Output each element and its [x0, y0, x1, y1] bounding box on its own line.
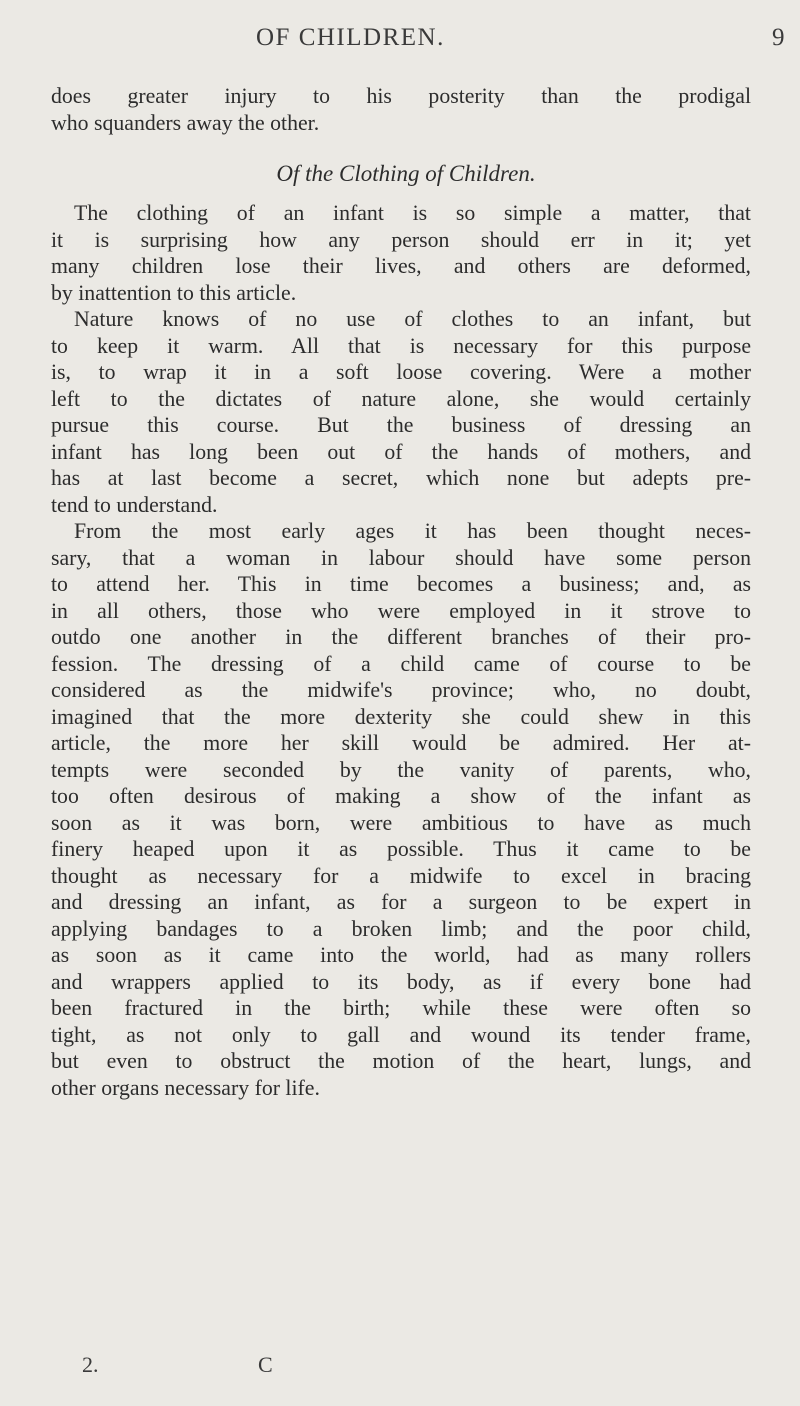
running-head	[60, 24, 800, 60]
page-number: 9	[772, 24, 786, 51]
text-line: in all others, those who were employed in it strove to	[51, 598, 751, 623]
signature-letter: C	[258, 1352, 273, 1377]
text-line: tight, as not only to gall and wound its tender frame,	[51, 1022, 751, 1047]
text-line: infant has long been out of the hands of mothers, and	[51, 439, 751, 464]
signature-mark	[82, 1352, 482, 1382]
text-line: tend to understand.	[51, 492, 218, 517]
text-line: The clothing of an infant is so simple a matter, that	[74, 201, 751, 225]
running-title: OF CHILDREN.	[256, 24, 445, 51]
text-line: tempts were seconded by the vanity of parents, who,	[51, 757, 751, 782]
body-text	[51, 83, 751, 1101]
text-line: fession. The dressing of a child came of course to be	[51, 651, 751, 676]
text-line: thought as necessary for a midwife to excel in bracing	[51, 863, 751, 888]
text-line: soon as it was born, were ambitious to have as much	[51, 810, 751, 835]
section-heading: Of the Clothing of Children.	[276, 161, 536, 186]
text-line: left to the dictates of nature alone, she would certainly	[51, 386, 751, 411]
text-line: applying bandages to a broken limb; and the poor child,	[51, 916, 751, 941]
text-line: outdo one another in the different branches of their pro-	[51, 625, 751, 649]
text-line: many children lose their lives, and others are deformed,	[51, 254, 751, 278]
text-line: From the most early ages it has been thought neces-	[74, 519, 751, 543]
text-line: does greater injury to his posterity than the prodigal	[51, 84, 751, 108]
text-line: sary, that a woman in labour should have some person	[51, 545, 751, 570]
text-line: Nature knows of no use of clothes to an infant, but	[74, 307, 751, 331]
text-line: and dressing an infant, as for a surgeon to be expert in	[51, 890, 751, 914]
text-line: has at last become a secret, which none but adepts pre-	[51, 466, 751, 490]
signature-number: 2.	[82, 1352, 99, 1377]
text-line: other organs necessary for life.	[51, 1075, 320, 1100]
text-line: imagined that the more dexterity she could shew in this	[51, 704, 751, 729]
text-line: but even to obstruct the motion of the heart, lungs, and	[51, 1049, 751, 1073]
text-line: article, the more her skill would be admired. Her at-	[51, 731, 751, 755]
text-line: finery heaped upon it as possible. Thus it came to be	[51, 837, 751, 861]
text-line: as soon as it came into the world, had as many rollers	[51, 943, 751, 967]
text-line: and wrappers applied to its body, as if every bone had	[51, 969, 751, 994]
text-line: to keep it warm. All that is necessary for this purpose	[51, 333, 751, 358]
text-line: pursue this course. But the business of dressing an	[51, 413, 751, 437]
text-line: is, to wrap it in a soft loose covering. Were a mother	[51, 360, 751, 384]
text-line: by inattention to this article.	[51, 280, 297, 305]
text-line: who squanders away the other.	[51, 110, 320, 135]
text-line: considered as the midwife's province; who, no doubt,	[51, 678, 751, 702]
text-line: too often desirous of making a show of the infant as	[51, 784, 751, 808]
text-line: it is surprising how any person should err in it; yet	[51, 227, 751, 252]
text-line: to attend her. This in time becomes a business; and, as	[51, 572, 751, 596]
text-line: been fractured in the birth; while these were often so	[51, 996, 751, 1020]
